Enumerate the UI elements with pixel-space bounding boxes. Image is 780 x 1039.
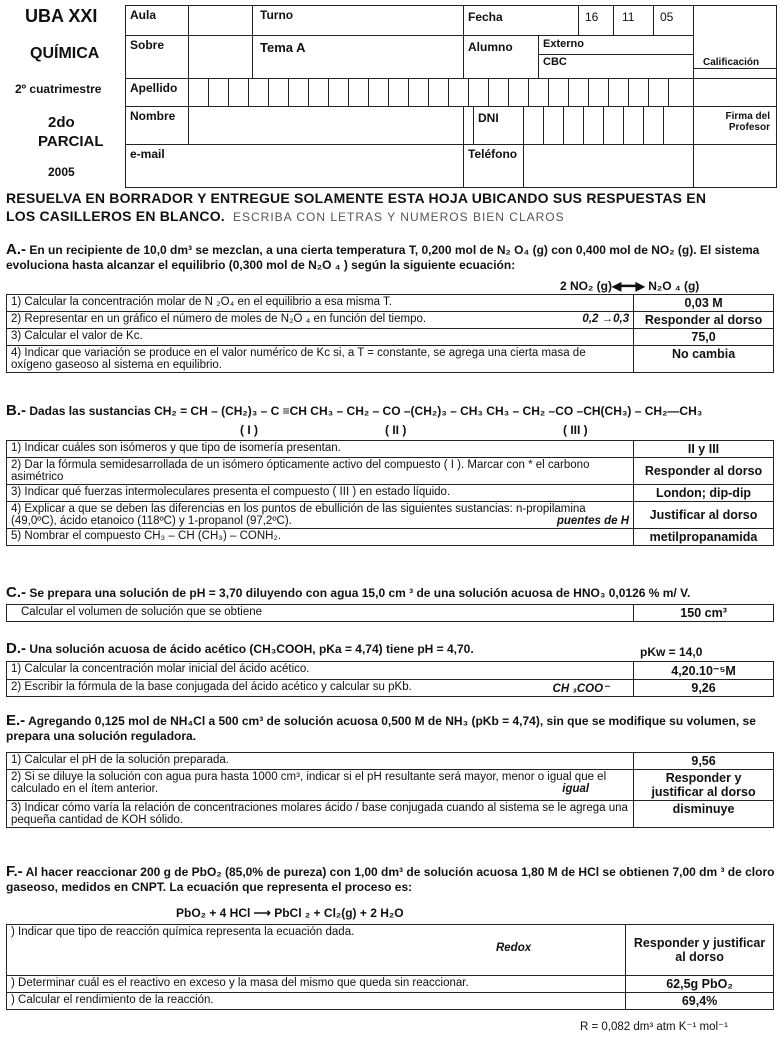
- answer-cell[interactable]: 9,26: [634, 680, 774, 697]
- question-cell: [7, 329, 634, 346]
- section-d-letter: D.-: [6, 640, 26, 657]
- fecha-year: 05: [660, 10, 674, 24]
- question-cell: [7, 925, 626, 976]
- instructions-line2-light: ESCRIBA CON LETRAS Y NUMEROS BIEN CLAROS: [233, 210, 565, 224]
- answer-cell[interactable]: No cambia: [634, 346, 774, 373]
- table-row: [7, 458, 774, 485]
- handwritten-note: igual: [562, 783, 590, 795]
- section-c-text: Se prepara una solución de pH = 3,70 diluyendo con agua 15,0 cm ³ de una solución acuosa de HNO₃ 0,0126 % m/ V.: [29, 586, 691, 600]
- section-a-table: [6, 294, 774, 373]
- question-cell: [7, 529, 634, 546]
- nombre-label: Nombre: [130, 109, 176, 123]
- question-text: 2) Escribir la fórmula de la base conjugada del ácido acético y calcular su pKb.: [11, 681, 412, 693]
- section-b-table: [6, 440, 774, 546]
- email-label: e-mail: [130, 147, 165, 161]
- table-row: [7, 529, 774, 546]
- table-row: [7, 329, 774, 346]
- instructions-line1: RESUELVA EN BORRADOR Y ENTREGUE SOLAMENTE ESTA HOJA UBICANDO SUS RESPUESTAS EN: [6, 190, 707, 206]
- question-cell: [7, 441, 634, 458]
- section-c-table: [6, 604, 774, 622]
- table-row: [7, 993, 774, 1010]
- question-text: 2) Dar la fórmula semidesarrollada de un isómero ópticamente activo del compuesto ( I ). Marcar con * el carbono asimétrico: [11, 459, 590, 483]
- exam-line1: 2do: [48, 114, 75, 131]
- question-text: Calcular el volumen de solución que se obtiene: [21, 606, 263, 618]
- gas-constant-note: R = 0,082 dm³ atm K⁻¹ mol⁻¹: [580, 1021, 728, 1033]
- form-frame: [125, 5, 777, 188]
- table-row: [7, 753, 774, 770]
- section-d-intro: [6, 641, 606, 657]
- question-cell: [7, 662, 634, 680]
- table-row: [7, 605, 774, 622]
- pkw-note: pKw = 14,0: [640, 645, 703, 659]
- answer-cell[interactable]: 62,5g PbO₂: [626, 976, 774, 993]
- section-e-intro: [6, 713, 776, 744]
- compound-label-1: ( I ): [240, 423, 258, 437]
- answer-cell[interactable]: Responder y justificar al dorso: [634, 770, 774, 801]
- question-text: ) Determinar cuál es el reactivo en exceso y la masa del mismo que queda sin reaccionar.: [11, 977, 469, 989]
- section-a-text: En un recipiente de 10,0 dm³ se mezclan, a una cierta temperatura T, 0,200 mol de N₂ O₄ (g) con 0,400 mol de NO₂ (g). El sistema evoluciona hasta alcanzar el equilibrio (0,300 mol de N₂O ₄ ) según la siguiente ecuación:: [6, 243, 760, 272]
- telefono-label: Teléfono: [468, 147, 518, 161]
- table-row: [7, 502, 774, 529]
- question-cell: [7, 753, 634, 770]
- section-e-table: [6, 752, 774, 828]
- question-cell: [7, 485, 634, 502]
- question-cell: [7, 605, 634, 622]
- section-b-intro: [6, 403, 778, 419]
- question-cell: [7, 770, 634, 801]
- sobre-label: Sobre: [130, 38, 165, 52]
- answer-cell[interactable]: metilpropanamida: [634, 529, 774, 546]
- question-text: 3) Calcular el valor de Kc.: [11, 330, 143, 342]
- year: 2005: [48, 165, 75, 179]
- question-text: ) Calcular el rendimiento de la reacción.: [11, 994, 214, 1006]
- table-row: [7, 925, 774, 976]
- question-cell: [7, 312, 634, 329]
- handwritten-note: 0,2 →0,3: [582, 313, 630, 325]
- question-cell: [7, 680, 634, 697]
- question-cell: [7, 993, 626, 1010]
- table-row: [7, 312, 774, 329]
- question-text: ) Indicar que tipo de reacción química representa la ecuación dada.: [11, 926, 355, 938]
- section-e-letter: E.-: [6, 712, 26, 729]
- question-cell: [7, 502, 634, 529]
- section-a-intro: [6, 242, 776, 273]
- answer-cell[interactable]: Responder al dorso: [634, 458, 774, 485]
- cbc-label: CBC: [543, 56, 567, 68]
- question-text: 3) Indicar qué fuerzas intermoleculares presenta el compuesto ( III ) en estado líquido.: [11, 486, 451, 498]
- instructions-line2: [6, 208, 565, 224]
- compound-label-2: ( II ): [385, 423, 407, 437]
- section-f-intro: [6, 864, 776, 895]
- institution: UBA XXI: [25, 6, 98, 26]
- turno-label: Turno: [260, 8, 294, 22]
- tema-label: Tema A: [260, 40, 306, 55]
- apellido-label: Apellido: [130, 81, 178, 95]
- question-text: 1) Calcular la concentración molar inicial del ácido acético.: [11, 663, 310, 675]
- table-row: [7, 662, 774, 680]
- table-row: [7, 346, 774, 373]
- aula-label: Aula: [130, 8, 157, 22]
- section-c-letter: C.-: [6, 584, 26, 601]
- answer-cell[interactable]: 9,56: [634, 753, 774, 770]
- question-cell: [7, 801, 634, 828]
- question-text: 2) Si se diluye la solución con agua pura hasta 1000 cm³, indicar si el pH resultante será mayor, menor o igual que el calculado en el ítem anterior.: [11, 771, 607, 795]
- question-text: 4) Explicar a que se deben las diferencias en los puntos de ebullición de las siguientes sustancias: n-propilamina (49,0ºC), ácido etanoico (118ºC) y 1-propanol (97,2ºC).: [11, 503, 586, 527]
- section-b-letter: B.-: [6, 402, 26, 419]
- question-text: 1) Calcular el pH de la solución preparada.: [11, 754, 229, 766]
- table-row: [7, 441, 774, 458]
- answer-cell[interactable]: 69,4%: [626, 993, 774, 1010]
- instructions-line2-bold: LOS CASILLEROS EN BLANCO.: [6, 208, 225, 224]
- compound-label-3: ( III ): [563, 423, 588, 437]
- section-f-letter: F.-: [6, 863, 23, 880]
- subject: QUÍMICA: [30, 45, 100, 62]
- question-text: 4) Indicar que variación se produce en el valor numérico de Kc si, a T = constante, se agrega una cierta masa de oxígeno gaseoso al sistema en equilibrio.: [11, 347, 586, 371]
- answer-cell[interactable]: 4,20.10⁻⁵M: [634, 662, 774, 680]
- table-row: [7, 976, 774, 993]
- handwritten-note: CH ₃COO⁻: [552, 683, 610, 695]
- question-text: 2) Representar en un gráfico el número de moles de N₂O ₄ en función del tiempo.: [11, 313, 427, 325]
- alumno-label: Alumno: [468, 40, 513, 54]
- section-a-equation: 2 NO₂ (g)◀━━▶ N₂O ₄ (g): [560, 279, 700, 293]
- answer-cell[interactable]: 0,03 M: [634, 295, 774, 312]
- section-f-text: Al hacer reaccionar 200 g de PbO₂ (85,0% de pureza) con 1,00 dm³ de solución acuosa 1,80 M de HCl se obtienen 7,00 dm ³ de cloro gaseoso, medidos en CNPT. La ecuación que representa el proceso es:: [6, 865, 775, 894]
- section-f-table: [6, 924, 774, 1010]
- exam-line2: PARCIAL: [38, 133, 104, 150]
- fecha-day: 16: [585, 10, 599, 24]
- section-c-intro: [6, 585, 776, 601]
- question-cell: [7, 346, 634, 373]
- dni-label: DNI: [478, 111, 499, 125]
- question-text: 5) Nombrar el compuesto CH₃ – CH (CH₃) – CONH₂.: [11, 530, 282, 542]
- section-a-letter: A.-: [6, 241, 26, 258]
- answer-cell[interactable]: II y III: [634, 441, 774, 458]
- calificacion-label: Calificación: [703, 57, 760, 68]
- answer-cell[interactable]: disminuye: [634, 801, 774, 828]
- section-b-text: Dadas las sustancias CH₂ = CH – (CH₂)₃ – C ≡CH CH₃ – CH₂ – CO –(CH₂)₃ – CH₃ CH₃ – CH₂ –CO –CH(CH₃) – CH₂—CH₃: [29, 404, 703, 418]
- answer-cell[interactable]: 150 cm³: [634, 605, 774, 622]
- table-row: [7, 295, 774, 312]
- externo-label: Externo: [543, 38, 584, 50]
- section-e-text: Agregando 0,125 mol de NH₄Cl a 500 cm³ de solución acuosa 0,500 M de NH₃ (pKb = 4,74), sin que se modifique su volumen, se prepara una solución reguladora.: [6, 714, 756, 743]
- section-f-equation: PbO₂ + 4 HCl ⟶ PbCl ₂ + Cl₂(g) + 2 H₂O: [176, 906, 404, 920]
- question-text: 3) Indicar cómo varía la relación de concentraciones molares ácido / base conjugada cuando al sistema se le agrega una pequeña cantidad de KOH sólido.: [11, 802, 628, 826]
- fecha-label: Fecha: [468, 10, 503, 24]
- answer-cell[interactable]: 75,0: [634, 329, 774, 346]
- table-row: [7, 485, 774, 502]
- question-cell: [7, 458, 634, 485]
- question-text: 1) Indicar cuáles son isómeros y que tipo de isomería presentan.: [11, 442, 341, 454]
- exam-header: [0, 0, 780, 205]
- question-cell: [7, 295, 634, 312]
- question-cell: [7, 976, 626, 993]
- fecha-month: 11: [622, 10, 635, 24]
- table-row: [7, 770, 774, 801]
- term: 2º cuatrimestre: [15, 82, 102, 96]
- handwritten-note: Redox: [495, 942, 532, 954]
- answer-cell[interactable]: Justificar al dorso: [634, 502, 774, 529]
- answer-cell[interactable]: London; dip-dip: [634, 485, 774, 502]
- table-row: [7, 801, 774, 828]
- firma-label: Firma del Profesor: [725, 111, 770, 133]
- question-text: 1) Calcular la concentración molar de N ₂O₄ en el equilibrio a esa misma T.: [11, 296, 392, 308]
- section-d-text: Una solución acuosa de ácido acético (CH₃COOH, pKa = 4,74) tiene pH = 4,70.: [29, 642, 474, 656]
- section-d-table: [6, 661, 774, 697]
- answer-cell[interactable]: Responder y justificar al dorso: [626, 925, 774, 976]
- handwritten-note: puentes de H: [556, 515, 630, 527]
- answer-cell[interactable]: Responder al dorso: [634, 312, 774, 329]
- table-row: [7, 680, 774, 697]
